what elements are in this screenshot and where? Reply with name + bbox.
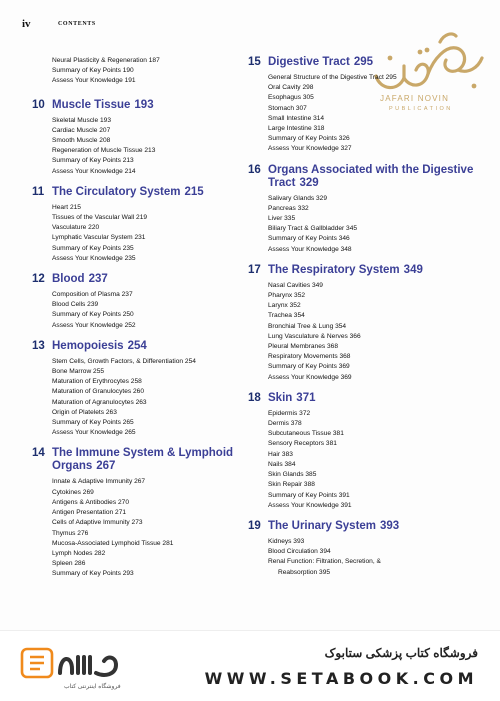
toc-entry[interactable]: Heart 215 <box>52 203 81 211</box>
chapter-page: 329 <box>299 176 319 189</box>
shop-url-link[interactable]: WWW.SETABOOK.COM <box>204 669 478 688</box>
toc-entry[interactable]: Tissues of the Vascular Wall 219 <box>52 214 148 222</box>
toc-entry[interactable]: Sensory Receptors 381 <box>268 440 337 448</box>
toc-entry[interactable]: Summary of Key Points 369 <box>268 363 350 371</box>
chapter-18 <box>248 392 478 511</box>
toc-entry[interactable]: Mucosa-Associated Lymphoid Tissue 281 <box>52 539 174 547</box>
chapter-page: 193 <box>134 98 154 111</box>
chapter-11 <box>32 186 242 264</box>
chapter-page: 267 <box>96 460 116 473</box>
toc-entry[interactable]: Summary of Key Points 265 <box>52 419 134 427</box>
continued-entries <box>52 56 242 87</box>
toc-entry[interactable]: Liver 335 <box>268 215 296 223</box>
chapter-14 <box>32 447 242 579</box>
toc-entry[interactable]: Oral Cavity 298 <box>268 84 314 92</box>
chapter-title[interactable]: Digestive Tract 295 <box>268 56 374 68</box>
chapter-16 <box>248 164 478 255</box>
contents-column-left <box>32 56 242 580</box>
chapter-17 <box>248 264 478 383</box>
chapter-number: 14 <box>32 447 45 460</box>
chapter-number: 18 <box>248 391 261 404</box>
toc-entry[interactable]: Bone Marrow 255 <box>52 368 105 376</box>
page-number: iv <box>22 18 31 30</box>
toc-entry[interactable]: Salivary Glands 329 <box>268 194 328 202</box>
setabook-logo-icon <box>20 643 130 685</box>
toc-entry[interactable]: Large Intestine 318 <box>268 125 325 133</box>
toc-entry[interactable]: Summary of Key Points 190 <box>52 67 134 75</box>
chapter-title[interactable]: The Respiratory System 349 <box>268 263 423 276</box>
toc-entry[interactable]: Esophagus 305 <box>268 94 314 102</box>
toc-entry[interactable]: Maturation of Erythrocytes 258 <box>52 378 142 386</box>
chapter-page: 371 <box>296 391 316 404</box>
toc-entry[interactable]: Blood Circulation 394 <box>268 548 331 556</box>
toc-entry[interactable]: Renal Function: Filtration, Secretion, & Reabsorption 395 <box>268 558 381 576</box>
toc-entry[interactable]: Assess Your Knowledge 191 <box>52 77 136 85</box>
toc-entry[interactable]: Assess Your Knowledge 265 <box>52 429 136 437</box>
toc-entry[interactable]: Epidermis 372 <box>268 409 311 417</box>
toc-entry[interactable]: Origin of Platelets 263 <box>52 408 117 416</box>
chapter-number: 11 <box>32 185 45 198</box>
chapter-number: 15 <box>248 56 261 68</box>
toc-entry[interactable]: Trachea 354 <box>268 312 305 320</box>
toc-entry[interactable]: Dermis 378 <box>268 420 302 428</box>
chapter-10 <box>32 99 242 177</box>
toc-entry[interactable]: General Structure of the Digestive Tract 295 <box>268 74 397 81</box>
toc-entry[interactable]: Summary of Key Points 235 <box>52 244 134 252</box>
toc-entry[interactable]: Stem Cells, Growth Factors, & Differentiation 254 <box>52 357 196 365</box>
toc-entry[interactable]: Biliary Tract & Gallbladder 345 <box>268 225 358 233</box>
chapter-title[interactable]: The Circulatory System 215 <box>52 185 204 198</box>
toc-entry[interactable]: Larynx 352 <box>268 302 301 310</box>
toc-entry[interactable]: Summary of Key Points 346 <box>268 235 350 243</box>
toc-entry[interactable]: Nasal Cavities 349 <box>268 281 323 289</box>
toc-entry[interactable]: Pleural Membranes 368 <box>268 343 339 351</box>
chapter-title[interactable]: Skin 371 <box>268 391 316 404</box>
toc-entry[interactable]: Lung Vasculature & Nerves 366 <box>268 332 361 340</box>
toc-entry[interactable]: Lymph Nodes 282 <box>52 549 106 557</box>
toc-entry[interactable]: Summary of Key Points 391 <box>268 491 350 499</box>
toc-entry[interactable]: Assess Your Knowledge 327 <box>268 145 352 153</box>
toc-entry[interactable]: Pharynx 352 <box>268 292 306 300</box>
store-footer-banner <box>0 630 500 701</box>
toc-entry[interactable]: Assess Your Knowledge 252 <box>52 321 136 329</box>
toc-entry[interactable]: Antigens & Antibodies 270 <box>52 498 129 506</box>
toc-entry[interactable]: Subcutaneous Tissue 381 <box>268 430 344 438</box>
toc-entry[interactable]: Nails 384 <box>268 460 296 468</box>
publisher-name: JAFARI NOVIN <box>380 94 450 103</box>
toc-entry[interactable]: Assess Your Knowledge 214 <box>52 167 136 175</box>
toc-entry[interactable]: Spleen 286 <box>52 560 86 568</box>
toc-entry[interactable]: Vasculature 220 <box>52 224 100 232</box>
toc-entry[interactable]: Skin Repair 388 <box>268 481 315 489</box>
chapter-page: 349 <box>403 263 423 276</box>
toc-entry[interactable]: Summary of Key Points 250 <box>52 311 134 319</box>
toc-entry[interactable]: Assess Your Knowledge 391 <box>268 501 352 509</box>
toc-entry[interactable]: Skeletal Muscle 193 <box>52 116 112 124</box>
chapter-number: 19 <box>248 519 261 532</box>
chapter-title[interactable]: The Immune System & Lymphoid Organs 267 <box>52 447 234 473</box>
chapter-number: 16 <box>248 163 261 176</box>
chapter-page: 295 <box>353 56 374 68</box>
chapter-title[interactable]: Muscle Tissue 193 <box>52 98 154 111</box>
toc-entry[interactable]: Cells of Adaptive Immunity 273 <box>52 519 143 527</box>
toc-entry[interactable]: Hair 383 <box>268 450 293 458</box>
toc-entry[interactable]: Bronchial Tree & Lung 354 <box>268 322 347 330</box>
chapter-number: 10 <box>32 98 45 111</box>
brand-subtitle: فروشگاه اینترنتی کتاب <box>64 684 121 690</box>
toc-entry[interactable]: Thymus 276 <box>52 529 89 537</box>
toc-entry[interactable]: Smooth Muscle 208 <box>52 137 111 145</box>
contents-column-right <box>248 56 478 578</box>
toc-entry[interactable]: Skin Glands 385 <box>268 471 317 479</box>
toc-entry[interactable]: Assess Your Knowledge 348 <box>268 245 352 253</box>
chapter-number: 17 <box>248 263 261 276</box>
toc-entry[interactable]: Summary of Key Points 293 <box>52 570 134 578</box>
chapter-number: 13 <box>32 339 45 352</box>
chapter-13 <box>32 340 242 439</box>
chapter-title[interactable]: The Urinary System 393 <box>268 519 400 532</box>
toc-entry[interactable]: Regeneration of Muscle Tissue 213 <box>52 147 156 155</box>
toc-entry[interactable]: Blood Cells 239 <box>52 301 99 309</box>
chapter-title[interactable]: Hemopoiesis 254 <box>52 339 147 352</box>
toc-entry[interactable]: Cardiac Muscle 207 <box>52 126 111 134</box>
chapter-15 <box>248 56 478 155</box>
chapter-page: 237 <box>88 273 108 286</box>
chapter-page: 215 <box>184 185 204 198</box>
toc-entry[interactable]: Assess Your Knowledge 235 <box>52 254 136 262</box>
chapter-page: 393 <box>380 519 400 532</box>
toc-entry[interactable]: Cytokines 269 <box>52 488 94 496</box>
toc-entry[interactable]: Stomach 307 <box>268 104 307 112</box>
toc-entry[interactable]: Lymphatic Vascular System 231 <box>52 234 146 242</box>
toc-entry[interactable]: Summary of Key Points 213 <box>52 157 134 165</box>
toc-entry[interactable]: Antigen Presentation 271 <box>52 509 127 517</box>
toc-entry[interactable]: Maturation of Agranulocytes 263 <box>52 398 147 406</box>
chapter-title[interactable]: Blood 237 <box>52 273 108 286</box>
publisher-subtitle: PUBLICATION <box>389 106 453 112</box>
toc-entry[interactable]: Composition of Plasma 237 <box>52 291 133 299</box>
shop-name: فروشگاه کتاب پزشکی ستابوک <box>324 646 478 660</box>
toc-entry[interactable]: Maturation of Granulocytes 260 <box>52 388 144 396</box>
chapter-number: 12 <box>32 273 45 286</box>
toc-entry[interactable]: Summary of Key Points 326 <box>268 135 350 143</box>
chapter-12 <box>32 273 242 331</box>
chapter-page: 254 <box>127 339 147 352</box>
toc-entry[interactable]: Neural Plasticity & Regeneration 187 <box>52 57 160 64</box>
chapter-title[interactable]: Organs Associated with the Digestive Tract 329 <box>268 163 474 189</box>
toc-entry[interactable]: Pancreas 332 <box>268 204 309 212</box>
toc-entry[interactable]: Kidneys 393 <box>268 537 305 545</box>
toc-entry[interactable]: Innate & Adaptive Immunity 267 <box>52 478 146 486</box>
toc-entry[interactable]: Assess Your Knowledge 369 <box>268 373 352 381</box>
toc-entry[interactable]: Respiratory Movements 368 <box>268 353 351 361</box>
toc-entry[interactable]: Small Intestine 314 <box>268 114 325 122</box>
running-header: CONTENTS <box>58 21 96 27</box>
chapter-19 <box>248 520 478 578</box>
